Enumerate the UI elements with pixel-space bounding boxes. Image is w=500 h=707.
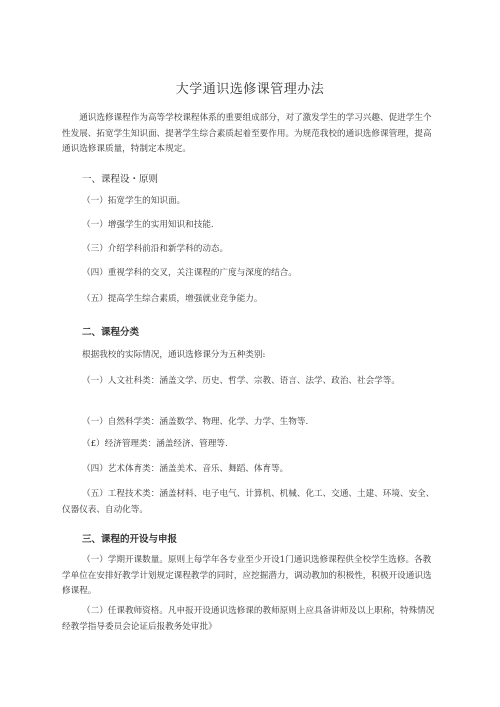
section-2-item-2: （一）自然科学类：涵盖数学、物理、化学、力学、生物等.	[82, 417, 309, 427]
section-2-item-4: （四）艺术体育类：涵盖美术、音乐、舞蹈、体育等。	[82, 464, 289, 474]
section-heading-1: 一、课程设・原则	[82, 174, 159, 185]
section-1-item-2: （一）增强学生的实用知识和技能.	[82, 220, 214, 230]
section-2-item-1: （一）人文社科类：涵盖文学、历史、哲学、宗教、语言、法学、政治、社会学等。	[82, 376, 400, 386]
section-1-item-3: （三）介绍学科前沿和新学科的动态。	[82, 244, 229, 254]
section-heading-3: 三、课程的开设与申报	[82, 534, 178, 545]
section-3-item-2: （二）任课教师资格。凡申报开设通识选修课的教师原则上应具备讲师及以上职称，特殊情况经教学指导委员会论证后报教务处审批》	[62, 606, 435, 632]
document-title: 大学通识选修课管理办法	[175, 82, 325, 97]
section-2-lead: 根据我校的实际情况，通识选修课分为五种类别:	[82, 350, 266, 360]
section-2-item-3: （£）经济管理类：涵盖经济、管理等.	[82, 439, 228, 449]
section-2-item-5: （五）工程技术类：涵盖材料、电子电气、计算机、机械、化工、交通、土建、环境、安全、仪器仪表、自动化等。	[62, 489, 435, 515]
intro-paragraph: 通识选修课程作为高等学校课程体系的重要组成部分，对了激发学生的学习兴趣、促进学生个性发展、拓宽学生知识面、提著学生综合素质起着至要作用。为规范我校的通识选修课管理，提高通识选修课质量，特制定本规定。	[62, 113, 432, 154]
section-1-item-4: （四）重视学科的交叉，关注课程的广度与深度的结合。	[82, 268, 297, 278]
section-heading-2: 二、课程分类	[82, 327, 140, 338]
section-1-item-1: （一）拓宽学生的知识面。	[82, 196, 186, 206]
section-3-item-1: （一）学期开课数量。原则上每学年各专业至少开设1门通识选修课程供全校学生选修。各教学单位在安排好教学计划规定课程教学的同时，应挖掘潜力，调动教加的积极性，积极开设通识选修课程。	[62, 555, 432, 596]
section-1-item-5: （五）提高学生综合素质，增强就业竞争能力。	[82, 294, 263, 304]
